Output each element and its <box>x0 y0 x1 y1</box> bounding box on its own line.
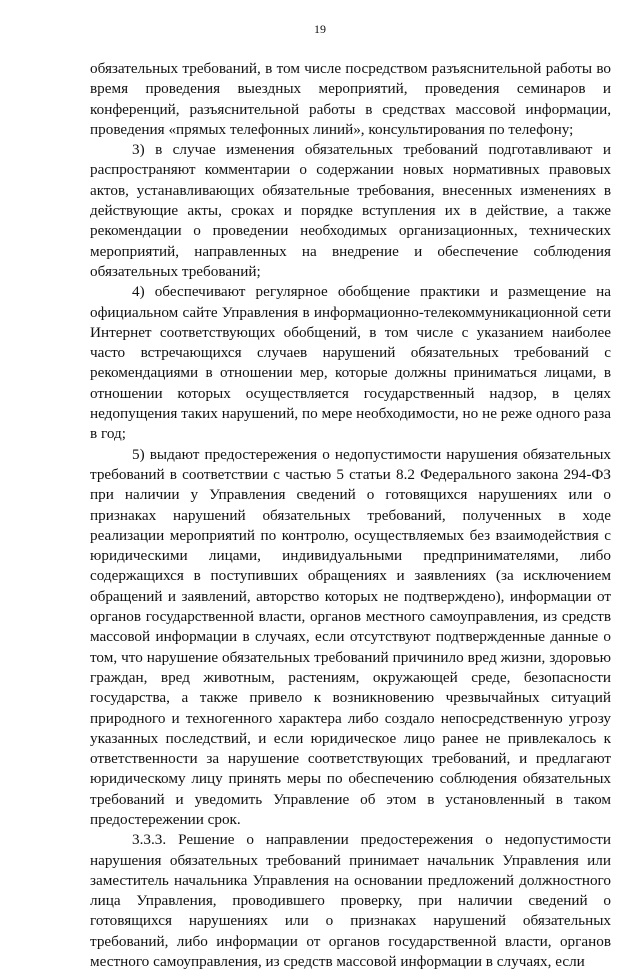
paragraph-continuation: обязательных требований, в том числе посредством разъяснительной работы во время проведения выездных мероприятий, проведения семинаров и конференций, разъяснительной работы в средствах массовой информации, проведения «прямых телефонных линий», консультирования по телефону; <box>90 60 611 138</box>
paragraph-item-4: 4) обеспечивают регулярное обобщение практики и размещение на официальном сайте Управления в информационно-телекоммуникационной сети Интернет соответствующих обобщений, в том числе с указанием наиболее часто встречающихся случаев нарушений обязательных требований с рекомендациями в отношении мер, которые должны приниматься лицами, в отношении которых осуществляется государственный надзор, в целях недопущения таких нарушений, по мере необходимости, но не реже одного раза в год; <box>90 283 611 443</box>
paragraph-section-3-3-3: 3.3.3. Решение о направлении предостережения о недопустимости нарушения обязательных требований принимает начальник Управления или заместитель начальника Управления на основании предложений должностного лица Управления, проводившего проверку, при наличии сведений о готовящихся нарушениях или о признаках нарушений обязательных требований, либо информации от органов государственной власти, органов местного самоуправления, из средств массовой информации в случаях, если <box>90 831 611 971</box>
paragraph-item-3: 3) в случае изменения обязательных требований подготавливают и распространяют комментарии о содержании новых нормативных правовых актов, устанавливающих обязательные требования, внесенных изменениях в действующие акты, сроках и порядке вступления их в действие, а также рекомендации о проведении необходимых организационных, технических мероприятий, направленных на внедрение и обеспечение соблюдения обязательных требований; <box>90 141 611 280</box>
document-body <box>90 59 611 972</box>
page-number: 19 <box>314 22 326 36</box>
paragraph-item-5: 5) выдают предостережения о недопустимости нарушения обязательных требований в соответствии с частью 5 статьи 8.2 Федерального закона 294-ФЗ при наличии у Управления сведений о готовящихся нарушениях или о признаках нарушений обязательных требований, полученных в ходе реализации мероприятий по контролю, осуществляемых без взаимодействия с юридическими лицами, индивидуальными предпринимателями, либо содержащихся в поступивших обращениях и заявлениях (за исключением обращений и заявлений, авторство которых не подтверждено), информации от органов государственной власти, органов местного самоуправления, из средств массовой информации в случаях, если отсутствуют подтвержденные данные о том, что нарушение обязательных требований причинило вред жизни, здоровью граждан, вред животным, растениям, окружающей среде, безопасности государства, а также привело к возникновению чрезвычайных ситуаций природного и техногенного характера либо создало непосредственную угрозу указанных последствий, и если юридическое лицо ранее не привлекалось к ответственности за нарушение соответствующих требований, и предлагают юридическому лицу принять меры по обеспечению соблюдения обязательных требований и уведомить Управление об этом в установленный в таком предостережении срок. <box>90 445 611 828</box>
